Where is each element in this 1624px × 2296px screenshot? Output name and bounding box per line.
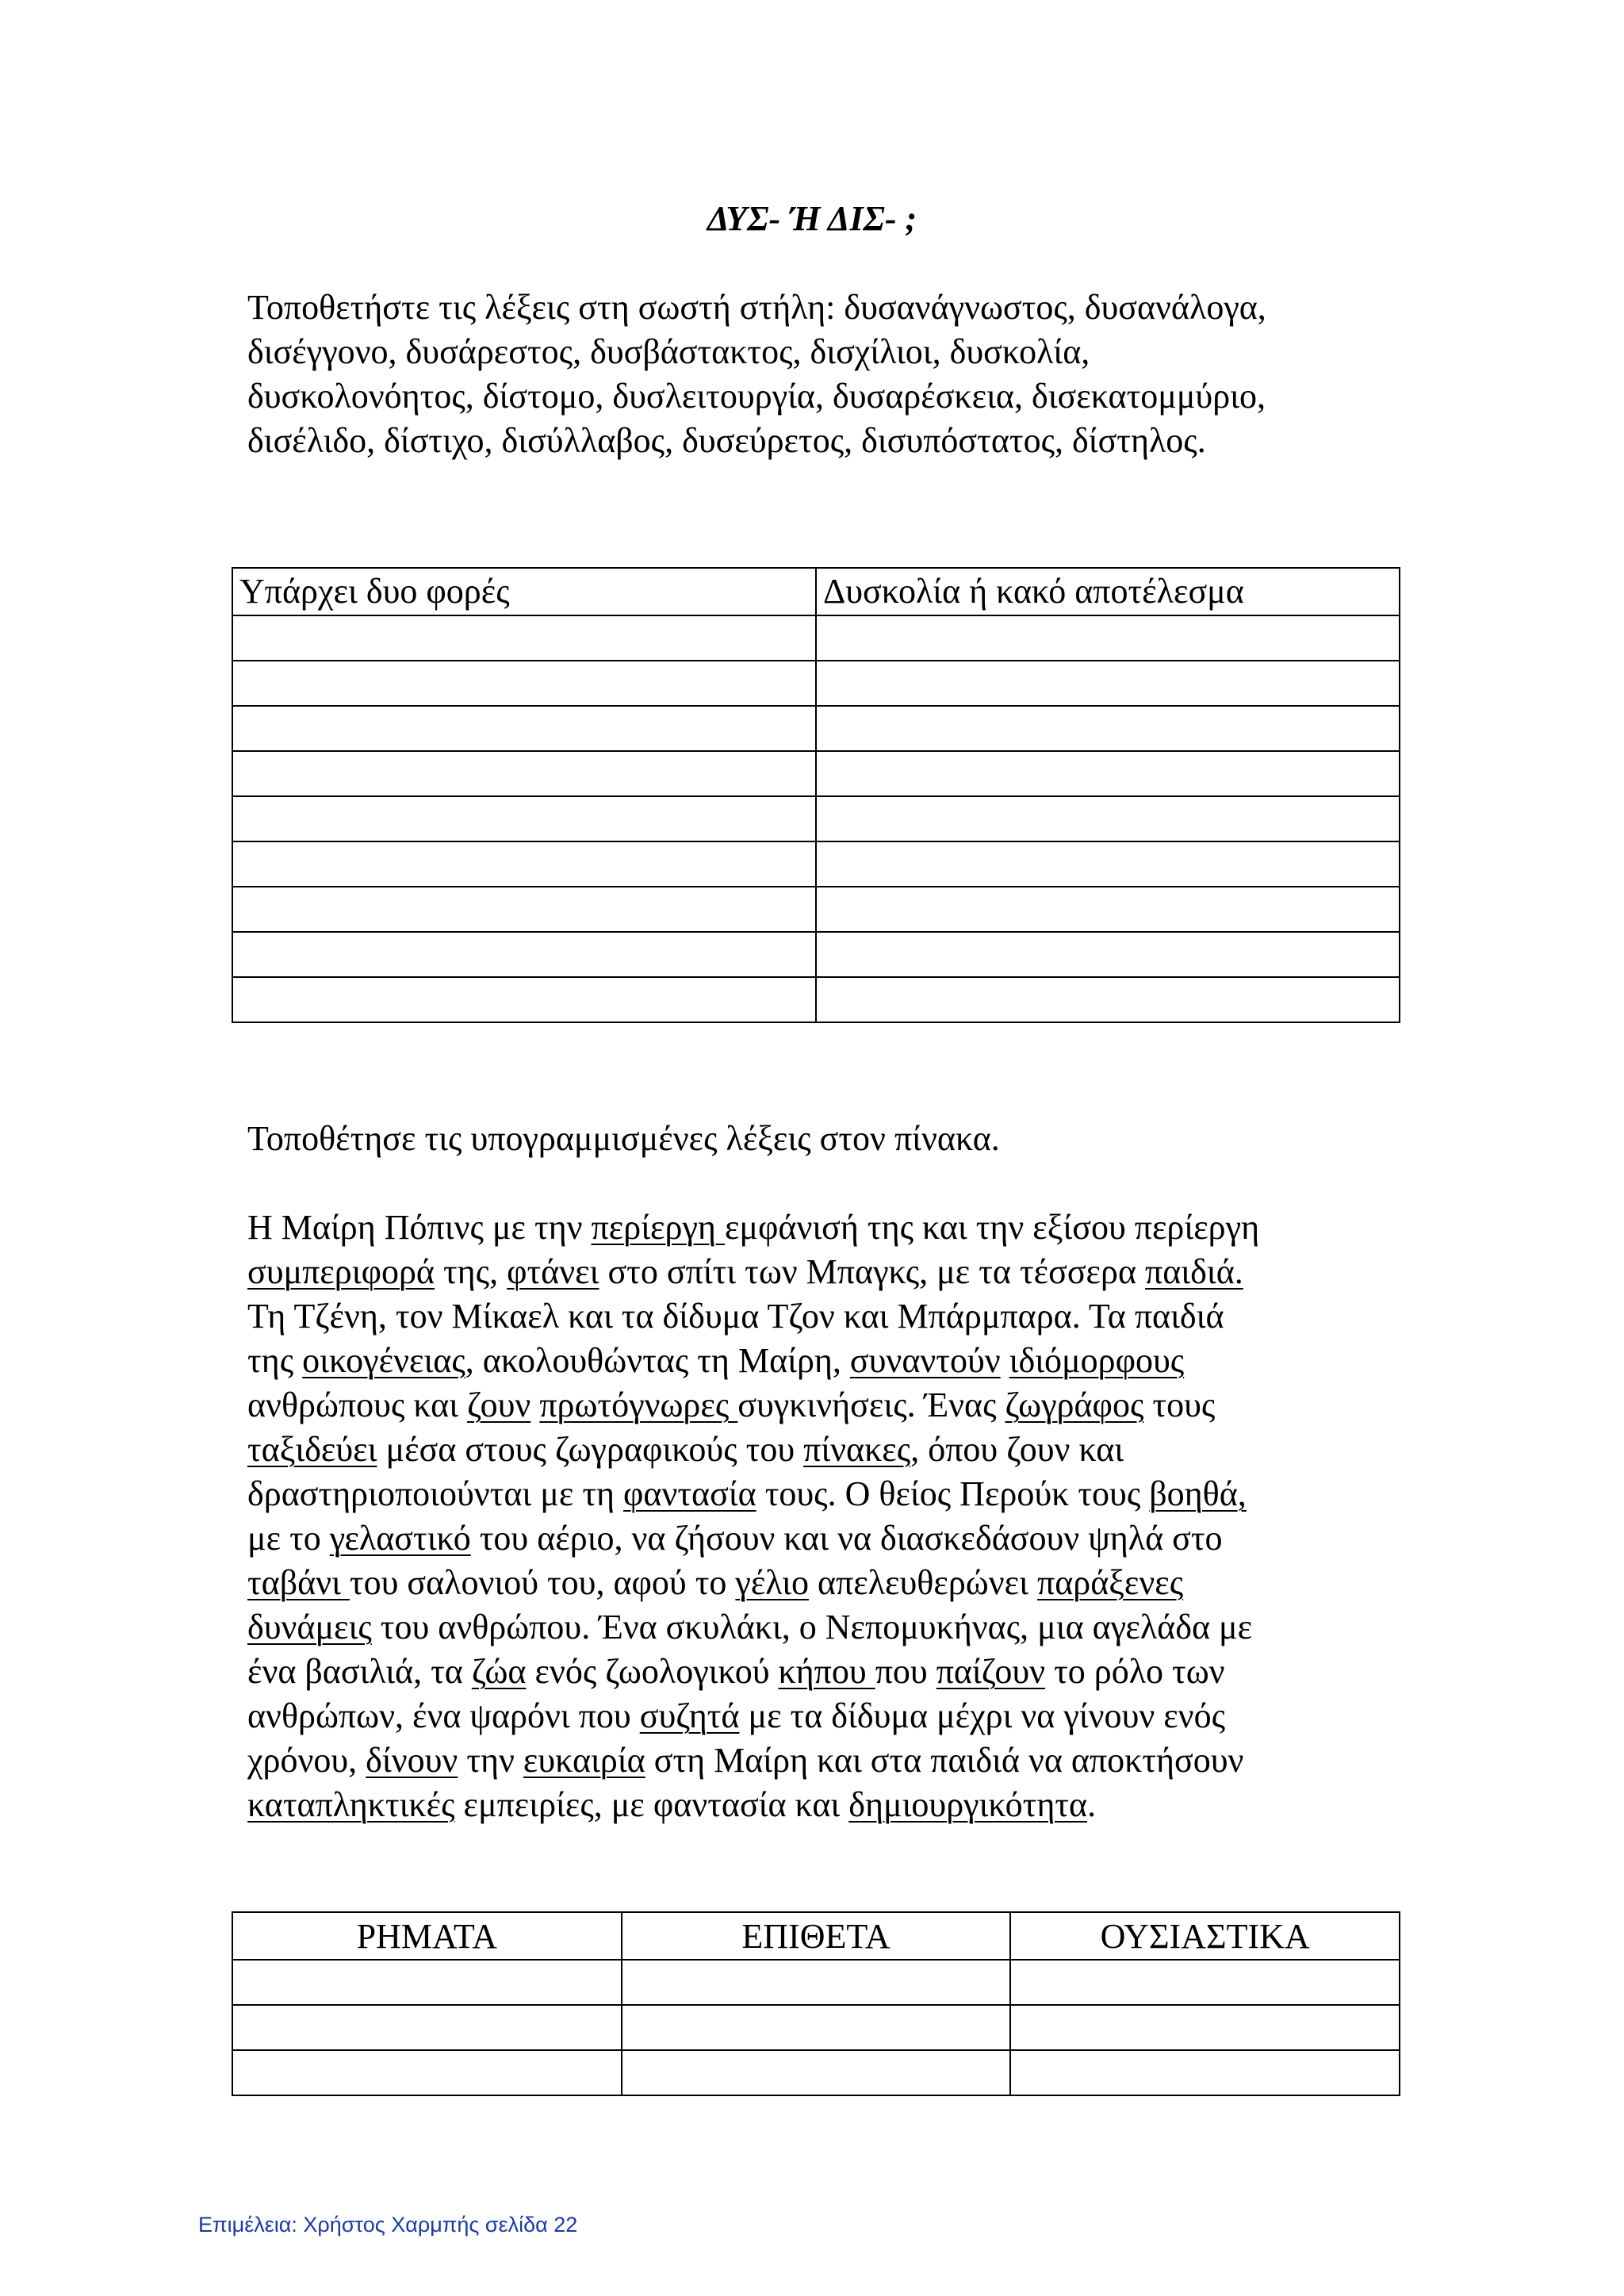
second-instruction: Τοποθέτησε τις υπογραμμισμένες λέξεις στον πίνακα. [247, 1119, 1000, 1158]
table-row [232, 1960, 1400, 2005]
table-row [232, 887, 1400, 932]
table-row [232, 661, 1400, 706]
table-cell-empty[interactable] [816, 615, 1400, 661]
table-cell-empty[interactable] [816, 932, 1400, 977]
underlined-word: γελαστικό [329, 1519, 471, 1558]
parts-of-speech-table [232, 1911, 1400, 2096]
story-line [247, 1694, 1413, 1738]
story-text: της [247, 1341, 303, 1380]
table-cell-empty[interactable] [816, 796, 1400, 841]
underlined-word: πρωτόγνωρες [539, 1386, 738, 1424]
underlined-word: κήπου [778, 1652, 875, 1691]
story-text: δραστηριοποιούνται με τη [247, 1474, 624, 1513]
story-text: τους [1143, 1386, 1216, 1424]
story-text: του σαλονιού του, αφού το [349, 1563, 736, 1602]
underlined-word: πίνακες [803, 1430, 911, 1469]
story-text: συγκινήσεις. Ένας [737, 1386, 1005, 1424]
story-line [247, 1383, 1413, 1428]
story-text: ανθρώπους και [247, 1386, 468, 1424]
underlined-word: παιδιά. [1145, 1252, 1243, 1291]
table-cell-empty[interactable] [232, 2050, 622, 2095]
sort-table-dys-dis [232, 567, 1400, 1023]
story-line [247, 1738, 1413, 1783]
story-line [247, 1294, 1413, 1339]
underlined-word: περίεργη [591, 1208, 725, 1247]
story-line [247, 1339, 1413, 1383]
table-cell-empty[interactable] [232, 932, 816, 977]
story-text: στη Μαίρη και στα παιδιά να αποκτήσουν [645, 1741, 1244, 1780]
underlined-word: ιδιόμορφους [1009, 1341, 1185, 1380]
instructions-line: δισέγγονο, δυσάρεστος, δυσβάστακτος, δισχίλιοι, δυσκολία, [247, 332, 1090, 371]
underlined-word: ταβάνι [247, 1563, 350, 1602]
table-cell-empty[interactable] [1010, 2005, 1400, 2050]
story-text: μέσα στους ζωγραφικούς του [377, 1430, 804, 1469]
table-cell-empty[interactable] [232, 977, 816, 1022]
instructions-paragraph [247, 286, 1413, 463]
instructions-line: Τοποθετήστε τις λέξεις στη σωστή στήλη: δυσανάγνωστος, δυσανάλογα, [247, 288, 1266, 327]
underlined-word: οικογένειας [302, 1341, 465, 1380]
story-line [247, 1561, 1413, 1605]
underlined-word: ζωγράφος [1005, 1386, 1144, 1424]
table-cell-empty[interactable] [232, 841, 816, 887]
story-text: Η Μαίρη Πόπινς με την [247, 1208, 592, 1247]
story-line [247, 1650, 1413, 1694]
story-text: που [875, 1652, 936, 1691]
story-text: , όπου ζουν και [910, 1430, 1124, 1469]
underlined-word: ευκαιρία [523, 1741, 645, 1780]
underlined-word: συζητά [639, 1696, 740, 1735]
story-text: τους. Ο θείος Περούκ τους [756, 1474, 1150, 1513]
underlined-word: ζώα [471, 1652, 527, 1691]
table-cell-empty[interactable] [232, 615, 816, 661]
story-text: ένα βασιλιά, τα [247, 1652, 472, 1691]
story-text: του αέριο, να ζήσουν και να διασκεδάσουν ψηλά στο [470, 1519, 1223, 1558]
story-text: το ρόλο των [1045, 1652, 1225, 1691]
table-cell-empty[interactable] [1010, 1960, 1400, 2005]
story-line [247, 1205, 1413, 1250]
table-cell-empty[interactable] [232, 796, 816, 841]
table-cell-empty[interactable] [232, 706, 816, 751]
table-cell-empty[interactable] [622, 2050, 1011, 2095]
story-text: του ανθρώπου. Ένα σκυλάκι, ο Νεπομυκήνας, μια αγελάδα με [371, 1608, 1253, 1646]
underlined-word: παίζουν [936, 1652, 1046, 1691]
table-cell-empty[interactable] [816, 841, 1400, 887]
table-cell-empty[interactable] [232, 1960, 622, 2005]
story-text: της, [434, 1252, 508, 1291]
column-header-adjectives: ΕΠΙΘΕΤΑ [622, 1912, 1011, 1960]
footer-credit: Επιμέλεια: Χρήστος Χαρμπής σελίδα 22 [198, 2213, 578, 2237]
page-title: ΔΥΣ- Ή ΔΙΣ- ; [707, 199, 917, 238]
table-row [232, 751, 1400, 796]
story-text [530, 1386, 539, 1424]
table-cell-empty[interactable] [232, 751, 816, 796]
table-row [232, 706, 1400, 751]
underlined-word: συμπεριφορά [247, 1252, 435, 1291]
story-text: την [458, 1741, 523, 1780]
column-header-difficulty: Δυσκολία ή κακό αποτέλεσμα [816, 568, 1400, 615]
story-paragraph [247, 1205, 1413, 1827]
table-cell-empty[interactable] [816, 887, 1400, 932]
table-cell-empty[interactable] [232, 887, 816, 932]
story-line [247, 1783, 1413, 1827]
underlined-word: δυνάμεις [247, 1608, 372, 1646]
table-row [232, 977, 1400, 1022]
underlined-word: καταπληκτικές [247, 1785, 455, 1824]
table-cell-empty[interactable] [622, 1960, 1011, 2005]
column-header-twice: Υπάρχει δυο φορές [232, 568, 816, 615]
underlined-word: ταξιδεύει [247, 1430, 377, 1469]
table-cell-empty[interactable] [816, 977, 1400, 1022]
underlined-word: δημιουργικότητα [848, 1785, 1088, 1824]
story-line [247, 1605, 1413, 1650]
underlined-word: φτάνει [507, 1252, 599, 1291]
table-cell-empty[interactable] [232, 2005, 622, 2050]
story-text: με το [247, 1519, 330, 1558]
table-row [232, 2005, 1400, 2050]
column-header-nouns: ΟΥΣΙΑΣΤΙΚΑ [1010, 1912, 1400, 1960]
story-text: απελευθερώνει [808, 1563, 1037, 1602]
instructions-line: δυσκολονόητος, δίστομο, δυσλειτουργία, δυσαρέσκεια, δισεκατομμύριο, [247, 377, 1266, 416]
table-header-row [232, 568, 1400, 615]
story-text: ενός ζωολογικού [526, 1652, 779, 1691]
story-text [1001, 1341, 1009, 1380]
table-cell-empty[interactable] [232, 661, 816, 706]
instructions-line: δισέλιδο, δίστιχο, δισύλλαβος, δυσεύρετος, δισυπόστατος, δίστηλος. [247, 421, 1206, 460]
story-text: Τη Τζένη, τον Μίκαελ και τα δίδυμα Τζον και Μπάρμπαρα. Τα παιδιά [247, 1297, 1224, 1336]
underlined-word: γέλιο [735, 1563, 809, 1602]
table-cell-empty[interactable] [816, 706, 1400, 751]
story-text: χρόνου, [247, 1741, 366, 1780]
story-line [247, 1516, 1413, 1561]
column-header-verbs: ΡΗΜΑΤΑ [232, 1912, 622, 1960]
story-text: στο σπίτι των Μπαγκς, με τα τέσσερα [599, 1252, 1146, 1291]
table-cell-empty[interactable] [1010, 2050, 1400, 2095]
underlined-word: ζουν [467, 1386, 531, 1424]
story-text: εμφάνισή της και την εξίσου περίεργη [724, 1208, 1260, 1247]
table-row [232, 796, 1400, 841]
story-text: ανθρώπων, ένα ψαρόνι που [247, 1696, 640, 1735]
underlined-word: βοηθά, [1149, 1474, 1247, 1513]
underlined-word: φαντασία [623, 1474, 756, 1513]
story-text: . [1087, 1785, 1097, 1824]
underlined-word: παράξενες [1036, 1563, 1184, 1602]
story-line [247, 1250, 1413, 1294]
story-text: εμπειρίες, με φαντασία και [454, 1785, 849, 1824]
story-line [247, 1472, 1413, 1516]
underlined-word: δίνουν [366, 1741, 458, 1780]
table-row [232, 2050, 1400, 2095]
story-text: , ακολουθώντας τη Μαίρη, [465, 1341, 850, 1380]
story-line [247, 1428, 1413, 1472]
table-cell-empty[interactable] [816, 661, 1400, 706]
table-row [232, 841, 1400, 887]
table-row [232, 932, 1400, 977]
table-cell-empty[interactable] [622, 2005, 1011, 2050]
underlined-word: συναντούν [849, 1341, 1001, 1380]
table-row [232, 615, 1400, 661]
table-cell-empty[interactable] [816, 751, 1400, 796]
table-header-row [232, 1912, 1400, 1960]
story-text: με τα δίδυμα μέχρι να γίνουν ενός [739, 1696, 1226, 1735]
